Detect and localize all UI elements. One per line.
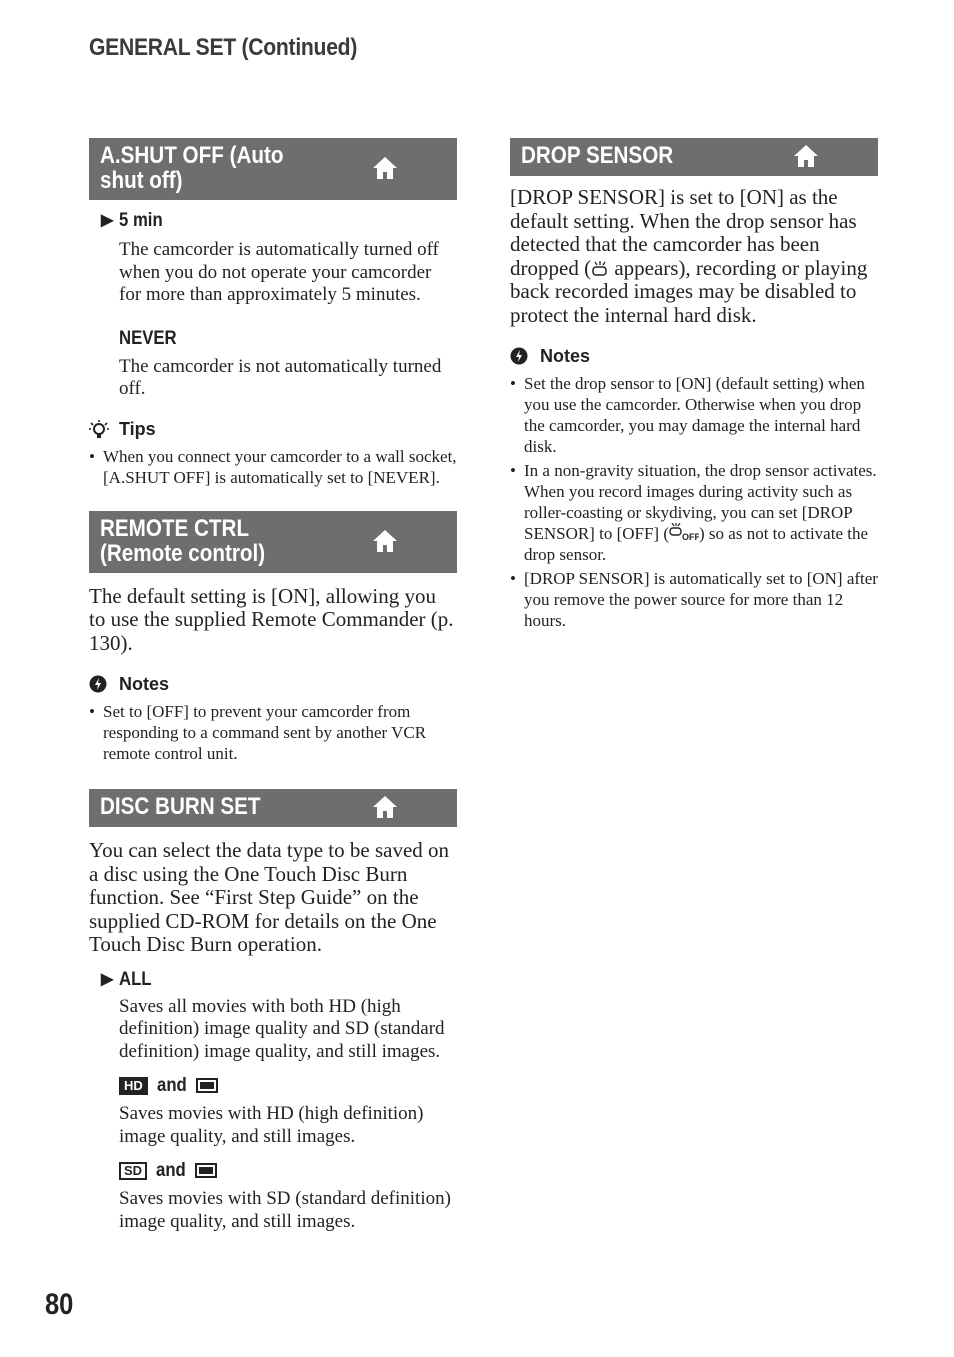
notes-list <box>89 701 457 764</box>
section-title: REMOTE CTRL (Remote control) <box>100 514 266 567</box>
still-image-icon <box>195 1163 217 1178</box>
section-title: DROP SENSOR <box>521 142 674 169</box>
right-column <box>510 138 878 631</box>
section-title: A.SHUT OFF (Auto shut off) <box>100 142 284 194</box>
home-menu-icon <box>371 155 399 181</box>
option-never: NEVER <box>119 327 177 349</box>
hd-badge-icon: HD <box>119 1077 148 1095</box>
home-menu-icon <box>792 143 820 169</box>
section-title: DISC BURN SET <box>100 793 261 820</box>
option-all: ▶ ALL <box>101 968 152 990</box>
home-menu-icon <box>371 794 399 820</box>
tips-heading: Tips <box>89 418 457 440</box>
section-header-drop-sensor <box>510 138 878 176</box>
list-item: • [DROP SENSOR] is automatically set to [ON] after you remove the power source for more than 12 hours. <box>510 568 878 631</box>
option-description: The camcorder is automatically turned off when you do not operate your camcorder for more than approximately 5 minutes. <box>119 239 439 305</box>
list-item: • Set to [OFF] to prevent your camcorder from responding to a command sent by another VCR remote control unit. <box>89 701 457 764</box>
drop-sensor-off-icon <box>669 523 699 539</box>
section-body: The default setting is [ON], allowing you to use the supplied Remote Commander (p. 130). <box>89 583 454 655</box>
drop-sensor-icon <box>591 259 609 275</box>
list-item: • In a non-gravity situation, the drop sensor activates. When you record images during activity such as roller-coasting or skydiving, you can set [DROP SENSOR] to [OFF] ( OFF ) so as not to activate the drop sensor. <box>510 460 878 565</box>
option-description: Saves all movies with both HD (high definition) image quality and SD (standard definition) image quality, and still images. <box>119 995 445 1062</box>
section-body: You can select the data type to be saved on a disc using the One Touch Disc Burn function. See “First Step Guide” on the supplied CD-ROM for details on the One Touch Disc Burn operation. <box>89 838 450 956</box>
lightbulb-icon <box>89 420 107 438</box>
section-header-disc-burn-set <box>89 789 457 827</box>
left-column <box>89 138 457 1233</box>
list-item: • Set the drop sensor to [ON] (default setting) when you use the camcorder. Otherwise when you drop the camcorder, you may damage the internal hard disk. <box>510 373 878 457</box>
tips-list <box>89 446 457 488</box>
option-5min: ▶ 5 min <box>101 210 163 231</box>
notes-heading: Notes <box>89 673 457 695</box>
running-head: GENERAL SET (Continued) <box>89 34 358 61</box>
page-number: 80 <box>45 1288 74 1321</box>
section-header-remote-ctrl <box>89 511 457 573</box>
option-description: The camcorder is not automatically turned off. <box>119 355 442 399</box>
list-item: • When you connect your camcorder to a wall socket, [A.SHUT OFF] is automatically set to [NEVER]. <box>89 446 457 488</box>
section-header-ashut-off <box>89 138 457 200</box>
sd-badge-icon: SD <box>119 1162 147 1180</box>
notes-heading: Notes <box>510 345 878 367</box>
still-image-icon <box>196 1078 218 1093</box>
svg-text:OFF: OFF <box>682 532 699 541</box>
section-body: [DROP SENSOR] is set to [ON] as the default setting. When the drop sensor has detected that the camcorder has been dropped ( appears), recording or playing back recorded images may be disabled to protect the internal hard disk. <box>510 185 868 327</box>
home-menu-icon <box>371 528 399 554</box>
notes-icon <box>510 347 528 365</box>
option-sd-and-still: SD and <box>89 1160 457 1182</box>
default-marker-icon: ▶ <box>101 212 114 229</box>
notes-list <box>510 373 878 631</box>
notes-icon <box>89 675 107 693</box>
option-description: Saves movies with HD (high definition) image quality, and still images. <box>119 1103 424 1147</box>
option-description: Saves movies with SD (standard definition) image quality, and still images. <box>119 1188 451 1232</box>
option-hd-and-still: HD and <box>89 1075 457 1097</box>
default-marker-icon: ▶ <box>101 970 114 988</box>
